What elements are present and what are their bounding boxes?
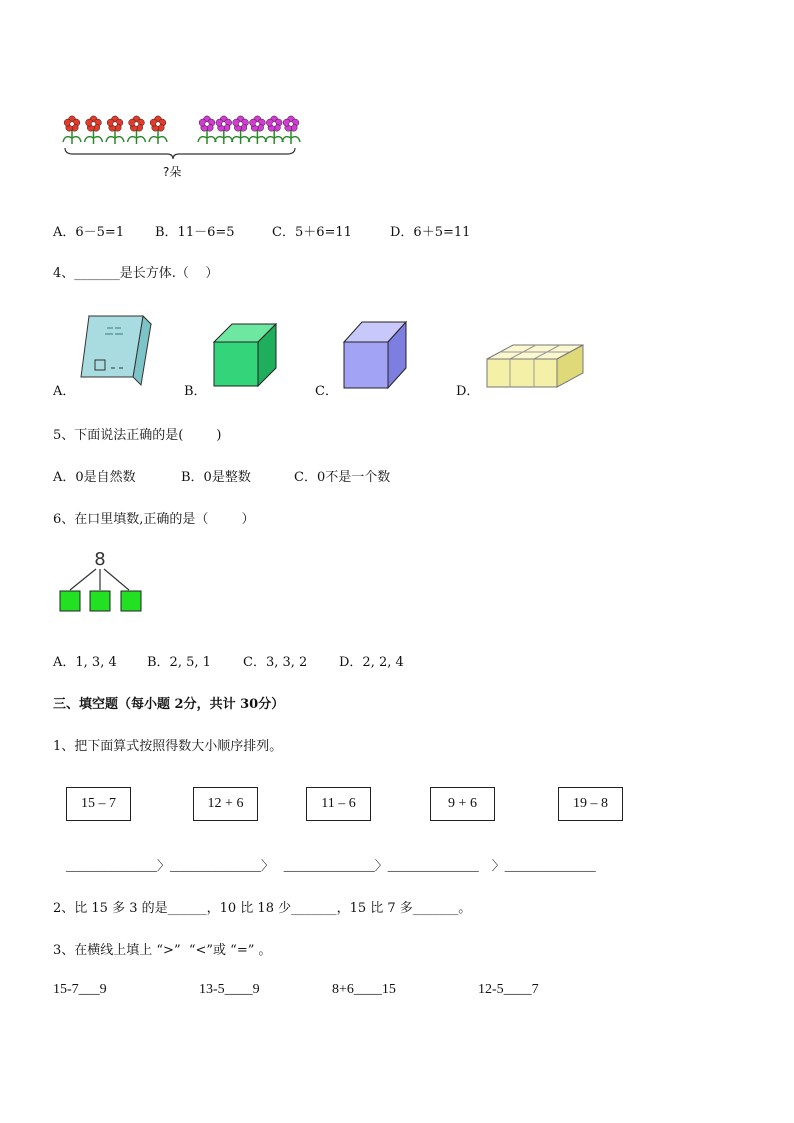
q6-question: 6、在口里填数,正确的是（ ） bbox=[53, 512, 255, 527]
q5-option-c[interactable]: C．0不是一个数 bbox=[294, 470, 391, 485]
q6-option-b[interactable]: B．2, 5, 1 bbox=[147, 655, 211, 670]
purple-flower bbox=[282, 116, 300, 144]
expr-box-4: 9 + 6 bbox=[430, 787, 495, 821]
q6-option-c[interactable]: C．3, 3, 2 bbox=[243, 655, 308, 670]
answer-square-1 bbox=[60, 591, 80, 611]
flowers-illustration bbox=[55, 108, 355, 178]
q6-option-a[interactable]: A．1, 3, 4 bbox=[53, 655, 117, 670]
q3-option-a[interactable]: A．6－5=1 bbox=[53, 225, 125, 240]
notebook-shape bbox=[85, 312, 155, 387]
q3-option-b[interactable]: B．11－6=5 bbox=[155, 225, 235, 240]
section3-title: 三、填空题（每小题 2分，共计 30分） bbox=[53, 697, 285, 712]
brace-label: ?朵 bbox=[163, 165, 182, 179]
diagram-number: 8 bbox=[94, 549, 106, 570]
brace bbox=[65, 148, 295, 159]
red-flower bbox=[63, 116, 81, 144]
q4-label-b[interactable]: B． bbox=[184, 384, 207, 399]
purple-flower bbox=[232, 116, 250, 144]
s3-q2-question[interactable]: 2、比 15 多 3 的是______，10 比 18 少_______，15 比 7 多_______。 bbox=[53, 901, 472, 916]
red-flower bbox=[149, 116, 167, 144]
q6-option-d[interactable]: D．2, 2, 4 bbox=[339, 655, 404, 670]
purple-flower bbox=[265, 116, 283, 144]
s3-q1-question: 1、把下面算式按照得数大小顺序排列。 bbox=[53, 739, 283, 754]
q4-label-a[interactable]: A． bbox=[53, 384, 76, 399]
answer-square-3 bbox=[121, 591, 141, 611]
q4-label-c[interactable]: C． bbox=[315, 384, 338, 399]
purple-flower bbox=[198, 116, 216, 144]
compare-item-3[interactable]: 8+6____15 bbox=[332, 982, 396, 997]
number-split-diagram bbox=[55, 548, 155, 618]
q3-option-c[interactable]: C．5＋6=11 bbox=[272, 225, 352, 240]
compare-item-4[interactable]: 12-5____7 bbox=[478, 982, 539, 997]
expr-box-3: 11 – 6 bbox=[306, 787, 371, 821]
expr-box-5: 19 – 8 bbox=[558, 787, 623, 821]
answer-square-2 bbox=[90, 591, 110, 611]
ordering-answer-line[interactable]: ______________〉______________〉 ______________〉______________ 〉______________ bbox=[66, 858, 596, 873]
compare-item-2[interactable]: 13-5____9 bbox=[199, 982, 260, 997]
s3-q3-question: 3、在横线上填上 “>” “<”或 “=” 。 bbox=[53, 943, 272, 958]
red-flower bbox=[106, 116, 124, 144]
q5-question: 5、下面说法正确的是( ) bbox=[53, 428, 222, 443]
q4-question: 4、_______是长方体.（ ） bbox=[53, 266, 219, 281]
compare-item-1[interactable]: 15-7___9 bbox=[53, 982, 107, 997]
purple-flower bbox=[215, 116, 233, 144]
purple-flower bbox=[248, 116, 266, 144]
green-cube-shape bbox=[212, 322, 282, 392]
expr-box-2: 12 + 6 bbox=[193, 787, 258, 821]
q5-option-a[interactable]: A．0是自然数 bbox=[53, 470, 136, 485]
q3-option-d[interactable]: D．6＋5=11 bbox=[390, 225, 471, 240]
red-flower bbox=[85, 116, 103, 144]
expr-box-1: 15 – 7 bbox=[66, 787, 131, 821]
purple-cube-shape bbox=[342, 320, 412, 390]
yellow-box-shape bbox=[485, 343, 585, 388]
q5-option-b[interactable]: B．0是整数 bbox=[181, 470, 251, 485]
q4-label-d[interactable]: D． bbox=[456, 384, 480, 399]
red-flower bbox=[128, 116, 146, 144]
